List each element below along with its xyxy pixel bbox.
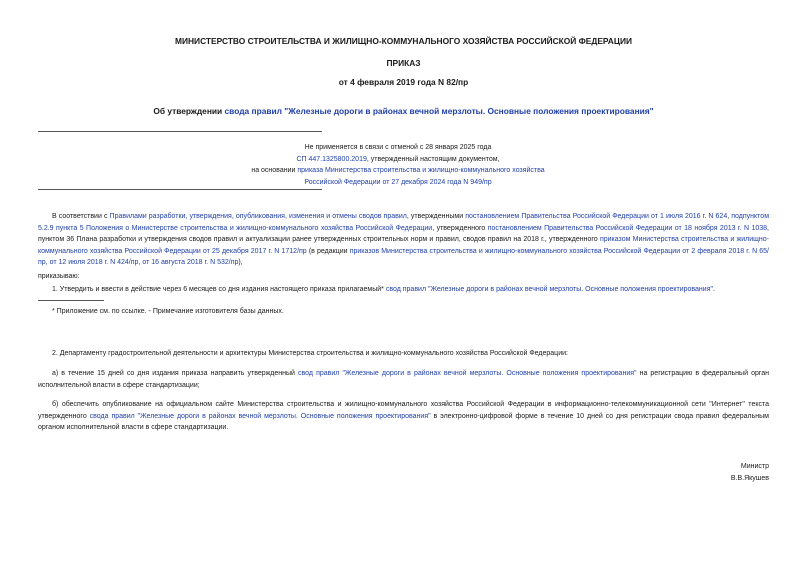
date-number: от 4 февраля 2019 года N 82/пр (338, 77, 469, 87)
footnote: * Приложение см. по ссылке. - Примечание изготовителя базы данных. (52, 308, 284, 315)
preamble-text-4: , утвержденного (432, 224, 488, 232)
status-line-2 (186, 154, 610, 166)
status-order-link-2[interactable]: Российской Федерации от 27 декабря 2024 года N 949/пр (304, 178, 492, 186)
orders-word: приказываю: (38, 273, 80, 280)
divider-top (38, 131, 322, 132)
status-line-2-text: , утвержденный настоящим документом, (366, 155, 500, 163)
status-line-1: Не применяется в связи с отменой с 28 января 2025 года (304, 144, 492, 151)
item-2b-sp-link[interactable]: свода правил "Железные дороги в районах вечной мерзлоты. Основные положения проектирования" (89, 412, 431, 420)
item-2b-suffix: в электронно-цифровой форме в течение 10 дней со дня регистрации свода правил федеральным органом исполнительной власти в сфере стандартизации. (38, 412, 769, 432)
signature-block (731, 461, 769, 484)
item-1-suffix: . (712, 286, 715, 293)
status-line-3-text: на основании (251, 167, 298, 175)
title-link[interactable]: свода правил "Железные дороги в районах вечной мерзлоты. Основные положения проектирования" (224, 106, 654, 116)
item-2: 2. Департаменту градостроительной деятельности и архитектуры Министерства строительства и жилищно-коммунального хозяйства Российской Федерации: (52, 350, 568, 357)
doc-type-heading: ПРИКАЗ (386, 58, 421, 68)
item-1-sp-link[interactable]: свод правил "Железные дороги в районах вечной мерзлоты. Основные положения проектирования" (385, 286, 713, 293)
signature-position: Министр (740, 463, 769, 470)
regulation-link[interactable]: подпунктом 5.2.9 пункта 5 Положения о Министерстве строительства и жилищно-коммунального хозяйства Российской Федерации (38, 213, 770, 232)
preamble-text-2: , утвержденными (406, 213, 466, 220)
decree-1038-link[interactable]: постановлением Правительства Российской Федерации от 18 ноября 2013 г. N 1038 (487, 224, 768, 232)
item-2a-suffix: на регистрацию в федеральный орган исполнительной власти в сфере стандартизации; (38, 370, 770, 389)
ministry-heading: МИНИСТЕРСТВО СТРОИТЕЛЬСТВА И ЖИЛИЩНО-КОММУНАЛЬНОГО ХОЗЯЙСТВА РОССИЙСКОЙ ФЕДЕРАЦИИ (175, 36, 632, 46)
order-1712-link[interactable]: приказом Министерства строительства и жилищно-коммунального хозяйства Российской Федерации от 25 декабря 2017 г. N 1712/пр (38, 236, 770, 255)
preamble-text-6: (в редакции (306, 247, 350, 255)
status-line-3 (186, 165, 610, 177)
item-2a-text: а) в течение 15 дней со дня издания приказа направить утвержденный (52, 370, 299, 377)
signature-name: В.В.Якушев (730, 474, 769, 482)
decree-624-link[interactable]: постановлением Правительства Российской Федерации от 1 июля 2016 г. N 624 (465, 213, 728, 220)
amending-orders-link[interactable]: приказов Министерства строительства и жилищно-коммунального хозяйства Российской Федерации от 2 февраля 2018 г. N 65/пр, от 12 июля 2018 г. N 424/пр, от 16 августа 2018 г. N 532/пр (38, 247, 769, 267)
status-block (186, 142, 610, 188)
divider-bottom (38, 189, 322, 190)
status-order-link[interactable]: приказа Министерства строительства и жилищно-коммунального хозяйства (297, 167, 545, 175)
item-2a-sp-link[interactable]: свод правил "Железные дороги в районах вечной мерзлоты. Основные положения проектирования" (298, 370, 637, 377)
rules-link[interactable]: Правилами разработки, утверждения, опубликования, изменения и отмены сводов правил (109, 213, 407, 220)
item-1 (52, 284, 769, 296)
status-line-4 (186, 177, 610, 189)
preamble-text-3: , (727, 213, 732, 220)
item-2a (38, 368, 769, 391)
preamble-text-7: ), (238, 259, 243, 267)
title-prefix: Об утверждении (153, 106, 225, 116)
item-2b-text: б) обеспечить опубликование на официальном сайте Министерства строительства и жилищно-коммунального хозяйства Российской Федерации в информационно-телекоммуникационной сети "Интернет" текста утвержденного (38, 401, 769, 420)
preamble-text-1: В соответствии с (52, 213, 110, 220)
item-1-text: 1. Утвердить и ввести в действие через 6 месяцев со дня издания настоящего приказа прилагаемый* (52, 286, 386, 293)
status-sp-link[interactable]: СП 447.1325800.2019 (296, 155, 367, 163)
preamble-paragraph (38, 211, 769, 269)
item-2b (38, 399, 769, 434)
preamble-text-5: , пунктом 36 Плана разработки и утверждения сводов правил и актуализации ранее утвержденных строительных норм и правил, сводов правил на 2018 г., утвержденного (38, 224, 769, 244)
footnote-divider (38, 300, 104, 301)
document-title (0, 106, 807, 116)
